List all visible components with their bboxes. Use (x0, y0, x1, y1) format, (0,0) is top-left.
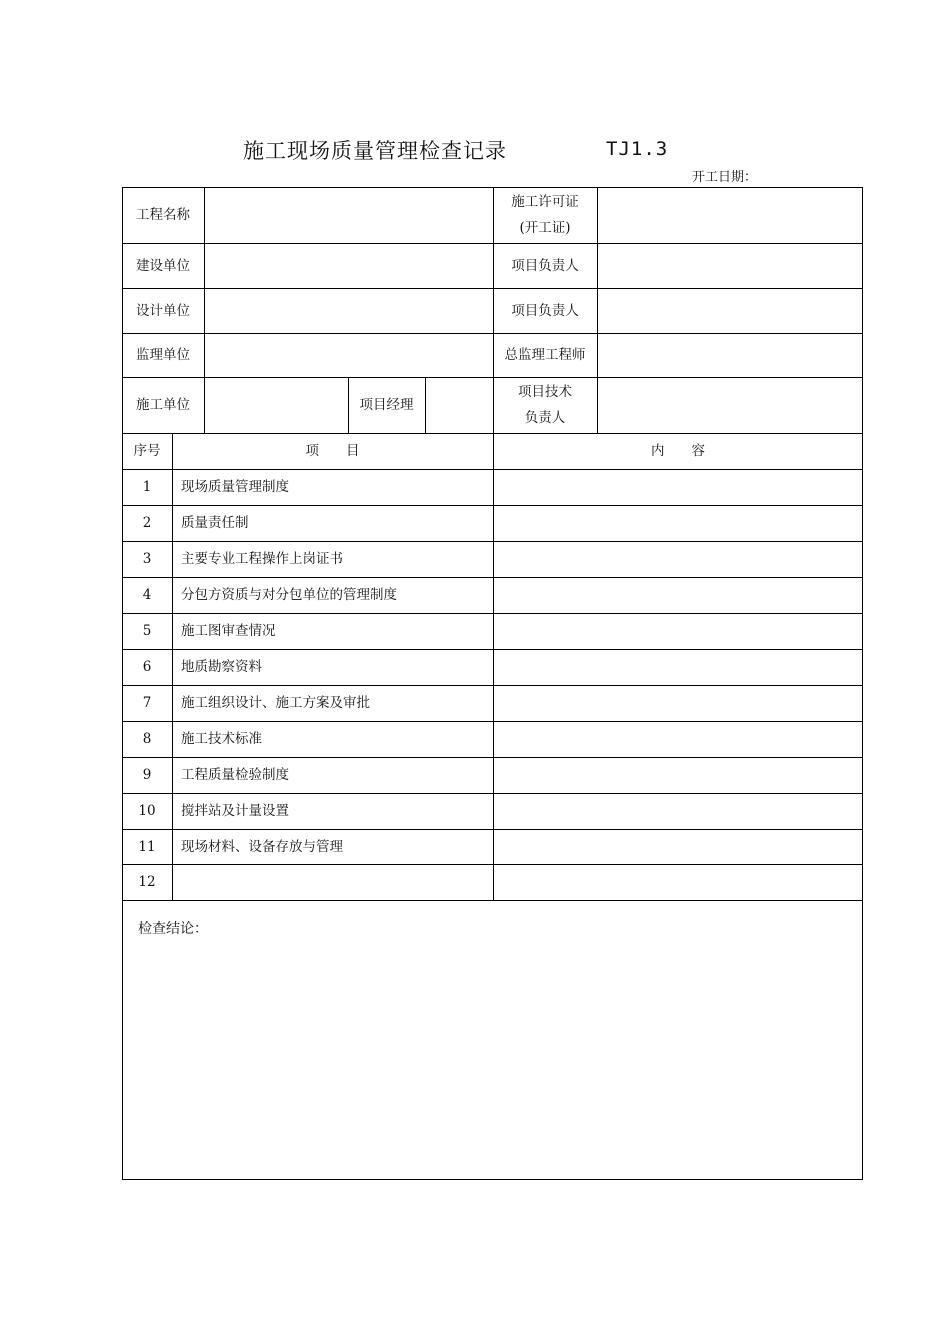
form-code: TJ1.3 (606, 138, 669, 160)
project-name-label: 工程名称 (136, 207, 190, 223)
divider (204, 187, 205, 433)
builder-unit-label: 建设单位 (136, 257, 190, 274)
start-date-label: 开工日期： (692, 170, 758, 185)
row-number: 2 (142, 515, 152, 531)
construction-permit-label (493, 187, 597, 243)
tech-leader-line1: 项目技术 (518, 384, 572, 400)
design-unit-label: 设计单位 (136, 302, 190, 319)
row-number: 10 (138, 803, 156, 819)
builder-leader-label: 项目负责人 (511, 257, 579, 274)
row-item (172, 864, 493, 900)
row-number: 6 (142, 659, 152, 675)
row-number: 9 (142, 767, 152, 783)
row-number: 3 (142, 551, 152, 567)
row-item: 搅拌站及计量设置 (181, 803, 289, 819)
row-item: 工程质量检验制度 (181, 767, 289, 783)
conclusion-label: 检查结论： (138, 921, 208, 937)
row-number: 11 (138, 838, 156, 855)
row-item: 地质勘察资料 (181, 659, 262, 675)
construction-unit-label: 施工单位 (136, 397, 190, 413)
chief-supervisor-label: 总监理工程师 (504, 347, 586, 363)
supervision-unit-label: 监理单位 (136, 347, 190, 363)
project-manager-label: 项目经理 (359, 397, 414, 413)
divider (597, 187, 598, 433)
construction-permit-line2: (开工证) (519, 220, 571, 236)
row-item: 主要专业工程操作上岗证书 (181, 551, 343, 567)
row-item: 质量责任制 (181, 515, 249, 531)
row-item: 现场质量管理制度 (181, 479, 289, 495)
divider (425, 377, 426, 433)
row-number: 8 (142, 731, 152, 747)
row-number: 5 (142, 623, 152, 639)
divider (493, 433, 494, 900)
tech-leader-line2: 负责人 (524, 410, 566, 426)
row-item: 分包方资质与对分包单位的管理制度 (181, 587, 397, 603)
column-header-content: 内 容 (651, 443, 705, 459)
row-number: 12 (138, 874, 156, 890)
row-number: 4 (142, 587, 152, 603)
row-item: 施工组织设计、施工方案及审批 (181, 695, 370, 711)
tech-leader-label (493, 377, 597, 433)
row-number: 7 (142, 695, 152, 711)
divider (122, 900, 863, 901)
row-item: 施工图审查情况 (181, 623, 276, 639)
column-header-item: 项 目 (305, 443, 360, 459)
page-title: 施工现场质量管理检查记录 (243, 139, 507, 163)
design-leader-label: 项目负责人 (511, 302, 579, 319)
row-number: 1 (142, 479, 152, 495)
column-header-no: 序号 (133, 443, 161, 459)
row-item: 施工技术标准 (181, 731, 262, 747)
construction-permit-line1: 施工许可证 (511, 194, 579, 210)
row-item: 现场材料、设备存放与管理 (181, 838, 343, 855)
